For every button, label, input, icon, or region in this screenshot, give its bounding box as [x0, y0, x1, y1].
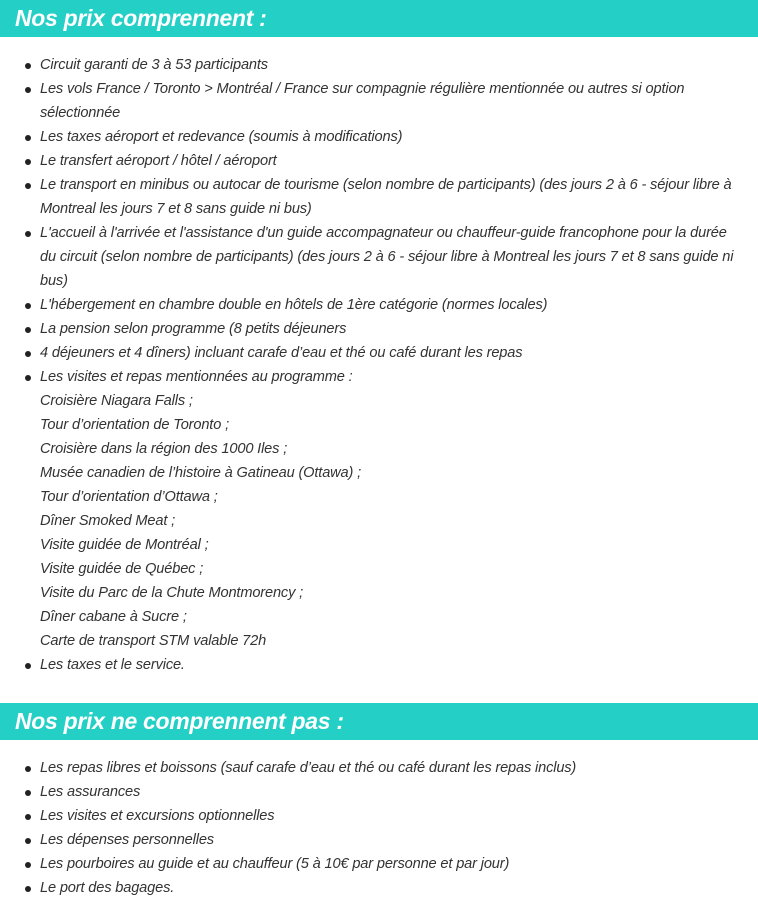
list-item-text: Circuit garanti de 3 à 53 participants — [40, 57, 268, 73]
bullet-icon — [25, 375, 31, 381]
list-item-visits — [0, 365, 758, 653]
visit-item: Visite guidée de Montréal ; — [40, 537, 209, 553]
visit-item: Dîner cabane à Sucre ; — [40, 609, 187, 625]
list-item — [0, 804, 758, 828]
list-item — [0, 341, 758, 365]
list-item — [0, 293, 758, 317]
bullet-icon — [25, 663, 31, 669]
visit-item: Musée canadien de l’histoire à Gatineau (Ottawa) ; — [40, 465, 362, 481]
visit-item: Tour d’orientation de Toronto ; — [40, 417, 229, 433]
list-item-text: Les dépenses personnelles — [40, 832, 214, 848]
list-item-text: La pension selon programme (8 petits déjeuners — [40, 321, 347, 337]
bullet-icon — [25, 327, 31, 333]
excluded-list — [0, 756, 758, 900]
list-item — [0, 173, 758, 221]
bullet-icon — [25, 862, 31, 868]
list-item — [0, 125, 758, 149]
excluded-section-title: Nos prix ne comprennent pas : — [0, 703, 758, 740]
list-item — [0, 653, 758, 677]
bullet-icon — [25, 87, 31, 93]
included-section-title: Nos prix comprennent : — [0, 0, 758, 37]
list-item-text: Les vols France / Toronto > Montréal / France sur compagnie régulière mentionnée ou autres si option sélectionnée — [40, 81, 685, 121]
list-item — [0, 221, 758, 293]
visit-item: Visite guidée de Québec ; — [40, 561, 204, 577]
list-item-text: Les assurances — [40, 784, 141, 800]
bullet-icon — [25, 814, 31, 820]
list-item-text: Le transport en minibus ou autocar de tourisme (selon nombre de participants) (des jours 2 à 6 - séjour libre à Montreal les jours 7 et 8 sans guide ni bus) — [40, 177, 732, 217]
bullet-icon — [25, 886, 31, 892]
visit-item: Tour d’orientation d’Ottawa ; — [40, 489, 218, 505]
list-item — [0, 149, 758, 173]
visit-item: Carte de transport STM valable 72h — [40, 633, 267, 649]
bullet-icon — [25, 63, 31, 69]
bullet-icon — [25, 766, 31, 772]
list-item — [0, 828, 758, 852]
bullet-icon — [25, 351, 31, 357]
bullet-icon — [25, 159, 31, 165]
list-item-text: Les repas libres et boissons (sauf carafe d’eau et thé ou café durant les repas inclus) — [40, 760, 577, 776]
bullet-icon — [25, 231, 31, 237]
list-item-text: Les visites et excursions optionnelles — [40, 808, 275, 824]
bullet-icon — [25, 790, 31, 796]
bullet-icon — [25, 183, 31, 189]
visit-item: Visite du Parc de la Chute Montmorency ; — [40, 585, 304, 601]
list-item — [0, 317, 758, 341]
bullet-icon — [25, 135, 31, 141]
visit-item: Croisière Niagara Falls ; — [40, 393, 193, 409]
list-item — [0, 756, 758, 780]
bullet-icon — [25, 303, 31, 309]
list-item — [0, 780, 758, 804]
list-item-text: Le port des bagages. — [40, 880, 175, 896]
visit-item: Dîner Smoked Meat ; — [40, 513, 176, 529]
list-item-text: Le transfert aéroport / hôtel / aéroport — [40, 153, 277, 169]
list-item-text: Les taxes et le service. — [40, 657, 185, 673]
visit-item: Croisière dans la région des 1000 Iles ; — [40, 441, 288, 457]
list-item-text: Les pourboires au guide et au chauffeur (5 à 10€ par personne et par jour) — [40, 856, 510, 872]
list-item — [0, 852, 758, 876]
list-item-text: 4 déjeuners et 4 dîners) incluant carafe d’eau et thé ou café durant les repas — [40, 345, 523, 361]
list-item — [0, 77, 758, 125]
visits-sublist — [40, 389, 742, 653]
included-list — [0, 53, 758, 677]
list-item — [0, 53, 758, 77]
list-item-text: L'accueil à l'arrivée et l'assistance d'un guide accompagnateur ou chauffeur-guide francophone pour la durée du circuit (selon nombre de participants) (des jours 2 à 6 - séjour libre à Montreal les jours 7 et 8 sans guide ni bus) — [40, 225, 734, 289]
list-item-text: Les taxes aéroport et redevance (soumis à modifications) — [40, 129, 403, 145]
bullet-icon — [25, 838, 31, 844]
list-item — [0, 876, 758, 900]
visits-heading: Les visites et repas mentionnées au programme : — [40, 369, 353, 385]
list-item-text: L'hébergement en chambre double en hôtels de 1ère catégorie (normes locales) — [40, 297, 548, 313]
